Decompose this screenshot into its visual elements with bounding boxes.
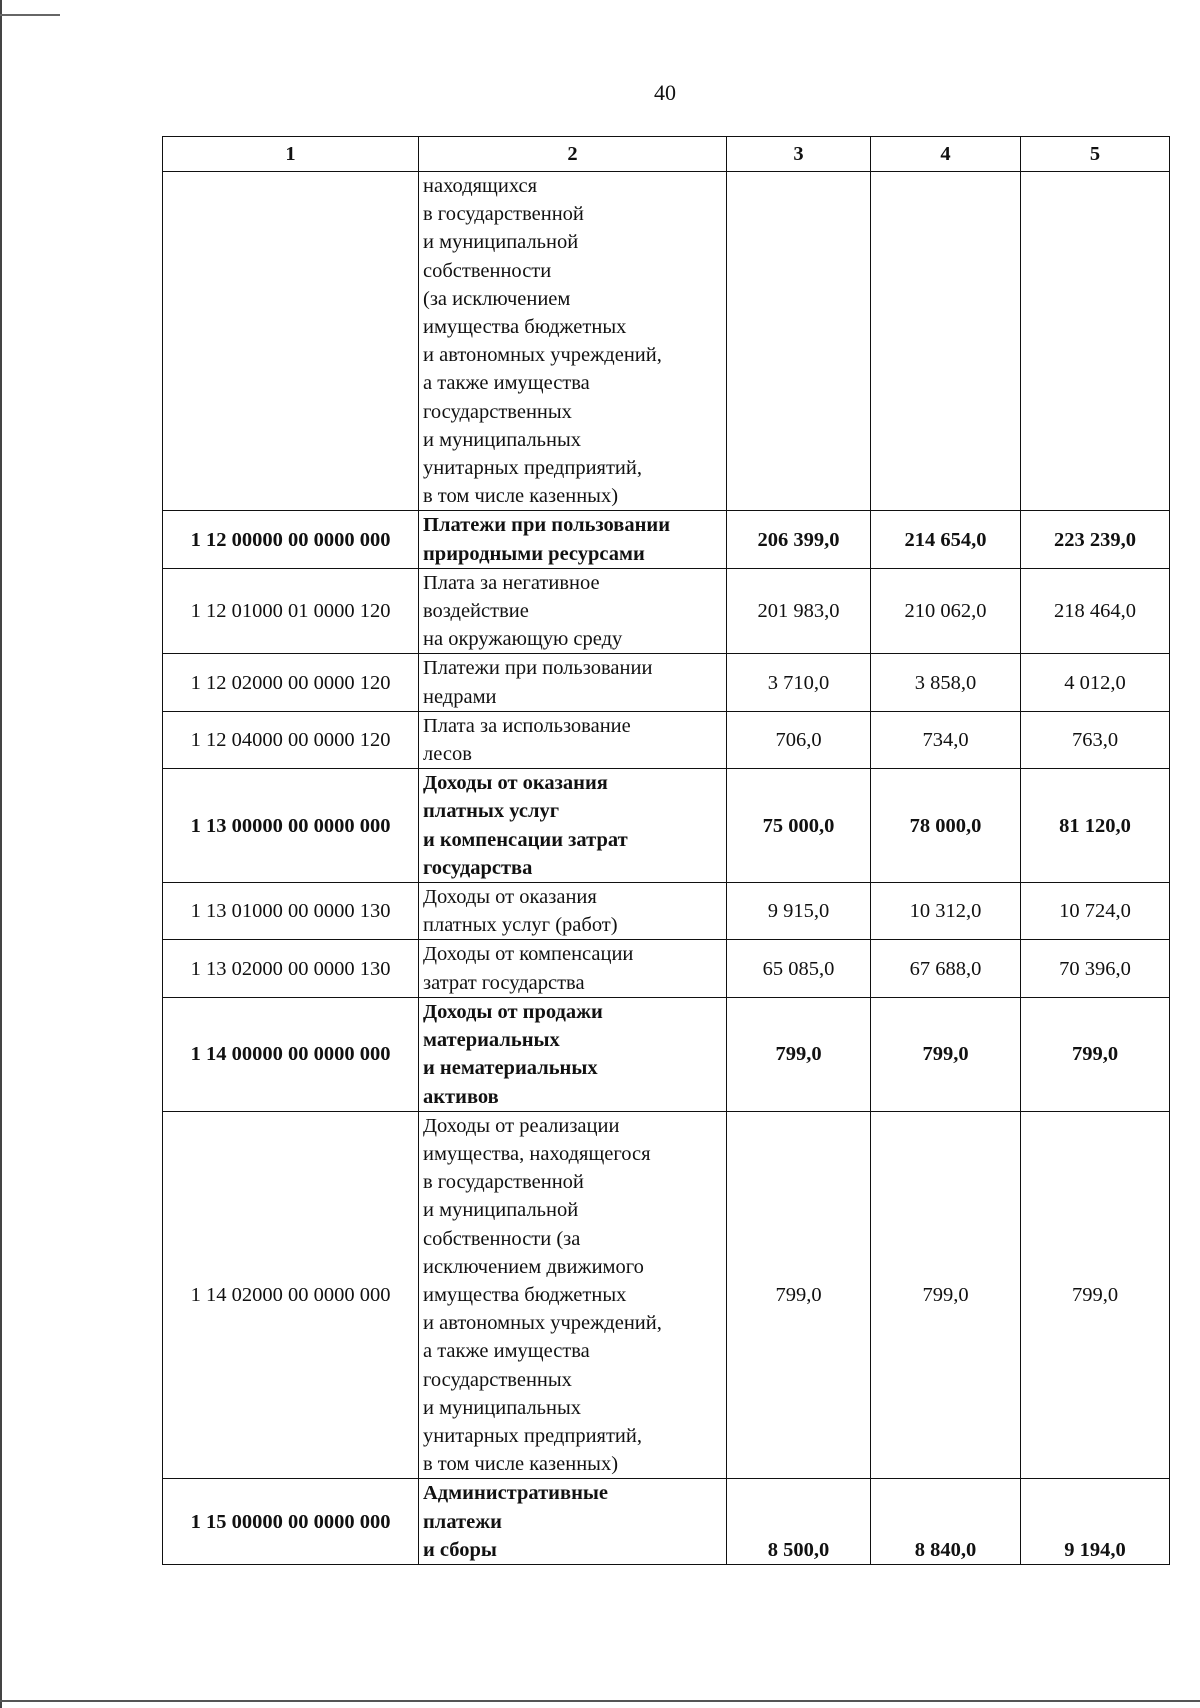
table-header [163, 137, 1170, 172]
row-code: 1 12 00000 00 0000 000 [163, 511, 419, 568]
row-name: находящихся в государственной и муниципальной собственности (за исключением имущества бюджетных и автономных учреждений, а также имущества государственных и муниципальных унитарных предприятий, в том числе казенных) [419, 172, 727, 511]
row-value-col4: 799,0 [871, 1111, 1021, 1479]
row-value-col3: 799,0 [727, 1111, 871, 1479]
column-header-5: 5 [1021, 137, 1170, 172]
header-row [163, 137, 1170, 172]
row-value-col4: 799,0 [871, 997, 1021, 1111]
row-name: Доходы от компенсации затрат государства [419, 940, 727, 997]
row-name: Административные платежи и сборы [419, 1479, 727, 1565]
row-value-col3: 9 915,0 [727, 883, 871, 940]
row-value-col4: 734,0 [871, 711, 1021, 768]
row-value-col5: 799,0 [1021, 997, 1170, 1111]
table-row-total [163, 1479, 1170, 1565]
row-name: Доходы от оказания платных услуг (работ) [419, 883, 727, 940]
row-value-col5: 799,0 [1021, 1111, 1170, 1479]
row-code [163, 172, 419, 511]
row-code: 1 13 01000 00 0000 130 [163, 883, 419, 940]
row-value-col3: 8 500,0 [727, 1479, 871, 1565]
row-name: Платежи при пользовании недрами [419, 654, 727, 711]
row-value-col5: 218 464,0 [1021, 568, 1170, 654]
row-value-col3: 65 085,0 [727, 940, 871, 997]
row-name: Доходы от оказания платных услуг и компенсации затрат государства [419, 769, 727, 883]
column-header-4: 4 [871, 137, 1021, 172]
row-value-col3: 706,0 [727, 711, 871, 768]
row-value-col5: 70 396,0 [1021, 940, 1170, 997]
page-number: 40 [654, 80, 676, 105]
row-value-col4: 10 312,0 [871, 883, 1021, 940]
row-code: 1 12 04000 00 0000 120 [163, 711, 419, 768]
table-row-total [163, 997, 1170, 1111]
column-header-2: 2 [419, 137, 727, 172]
row-value-col3 [727, 172, 871, 511]
row-name: Плата за использование лесов [419, 711, 727, 768]
row-value-col3: 3 710,0 [727, 654, 871, 711]
row-value-col4: 78 000,0 [871, 769, 1021, 883]
column-header-1: 1 [163, 137, 419, 172]
row-value-col5: 81 120,0 [1021, 769, 1170, 883]
scan-border-bottom [0, 1700, 1200, 1702]
row-value-col3: 201 983,0 [727, 568, 871, 654]
table-body [163, 172, 1170, 1565]
row-value-col5 [1021, 172, 1170, 511]
row-value-col4: 210 062,0 [871, 568, 1021, 654]
column-header-3: 3 [727, 137, 871, 172]
row-name: Доходы от реализации имущества, находящегося в государственной и муниципальной собственности (за исключением движимого имущества бюджетных и автономных учреждений, а также имущества государственных и муниципальных унитарных предприятий, в том числе казенных) [419, 1111, 727, 1479]
row-name: Платежи при пользовании природными ресурсами [419, 511, 727, 568]
table-row [163, 883, 1170, 940]
table-row [163, 711, 1170, 768]
table-row-total [163, 769, 1170, 883]
row-value-col5: 4 012,0 [1021, 654, 1170, 711]
row-value-col4: 8 840,0 [871, 1479, 1021, 1565]
row-code: 1 14 02000 00 0000 000 [163, 1111, 419, 1479]
table-row [163, 654, 1170, 711]
row-value-col4 [871, 172, 1021, 511]
row-value-col4: 3 858,0 [871, 654, 1021, 711]
row-value-col5: 10 724,0 [1021, 883, 1170, 940]
table-row [163, 940, 1170, 997]
row-code: 1 15 00000 00 0000 000 [163, 1479, 419, 1565]
row-code: 1 14 00000 00 0000 000 [163, 997, 419, 1111]
scan-border-top [0, 14, 60, 16]
row-name: Плата за негативное воздействие на окружающую среду [419, 568, 727, 654]
row-value-col4: 214 654,0 [871, 511, 1021, 568]
row-code: 1 12 01000 01 0000 120 [163, 568, 419, 654]
revenue-table [162, 136, 1170, 1565]
row-value-col5: 9 194,0 [1021, 1479, 1170, 1565]
row-value-col3: 206 399,0 [727, 511, 871, 568]
row-value-col5: 223 239,0 [1021, 511, 1170, 568]
row-value-col5: 763,0 [1021, 711, 1170, 768]
table-row [163, 568, 1170, 654]
table-row-total [163, 511, 1170, 568]
scan-border-left [0, 0, 6, 1708]
table-row [163, 172, 1170, 511]
table-row [163, 1111, 1170, 1479]
row-code: 1 13 00000 00 0000 000 [163, 769, 419, 883]
row-code: 1 12 02000 00 0000 120 [163, 654, 419, 711]
row-code: 1 13 02000 00 0000 130 [163, 940, 419, 997]
row-value-col4: 67 688,0 [871, 940, 1021, 997]
row-value-col3: 799,0 [727, 997, 871, 1111]
row-name: Доходы от продажи материальных и нематериальных активов [419, 997, 727, 1111]
row-value-col3: 75 000,0 [727, 769, 871, 883]
